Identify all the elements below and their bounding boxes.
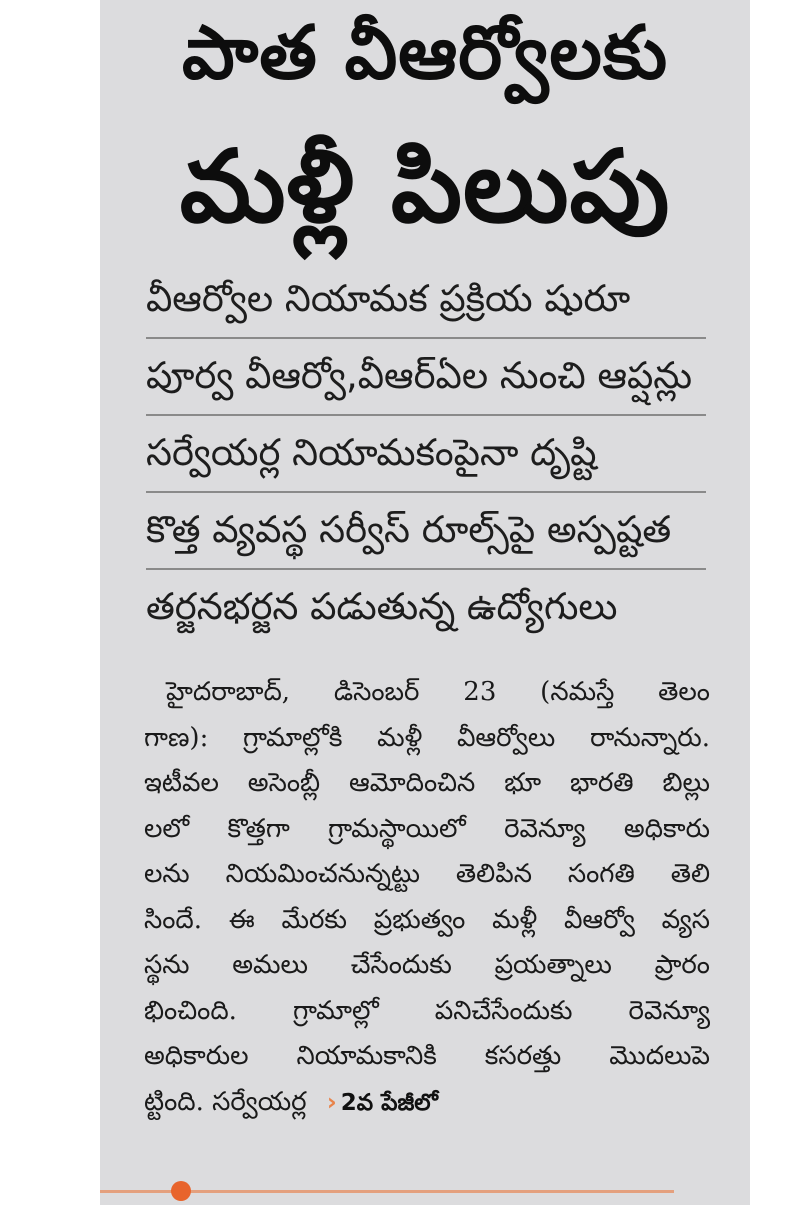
body-line: సిందే. ఈ మేరకు ప్రభుత్వం మళ్లీ వీఆర్వో వ్యస (144, 904, 710, 935)
body-line: ట్టింది. సర్వేయర్ల (144, 1086, 307, 1117)
news-clipping (100, 0, 750, 1205)
body-line: లను నియమించనున్నట్టు తెలిపిన సంగతి తెలి (144, 859, 710, 889)
body-line: అధికారుల నియామకానికి కసరత్తు మొదలుపె (144, 1041, 710, 1071)
continued-on-page-2[interactable] (326, 1087, 438, 1116)
subheading: కొత్త వ్యవస్థ సర్వీస్ రూల్స్‌పై అస్పష్టత (146, 493, 706, 570)
article-body (144, 670, 710, 1125)
subheading: పూర్వ వీఆర్వో,వీఆర్ఏల నుంచి ఆప్షన్లు (146, 339, 706, 416)
continuation-label: 2వ పేజీలో (340, 1089, 438, 1116)
subheading: వీఆర్వోల నియామక ప్రక్రియ షురూ (146, 262, 706, 339)
body-line: లలో కొత్తగా గ్రామస్థాయిలో రెవెన్యూ అధికారు (144, 813, 710, 844)
body-line-last (144, 1080, 710, 1126)
subheadings (146, 262, 706, 647)
body-line: హైదరాబాద్, డిసెంబర్ 23 (నమస్తే తెలం (166, 677, 710, 707)
headline-line-2: మళ్లీ పిలుపు (179, 128, 671, 245)
footer-dot-icon (171, 1181, 191, 1201)
body-line: ఇటీవల అసెంబ్లీ ఆమోదించిన భూ భారతి బిల్లు (144, 768, 710, 798)
body-line: గాణ): గ్రామాల్లోకి మళ్లీ వీఆర్వోలు రానున్నారు. (144, 722, 710, 753)
chevron-right-icon: › (326, 1087, 337, 1116)
body-line: స్థను అమలు చేసేందుకు ప్రయత్నాలు ప్రారం (144, 950, 710, 980)
subheading: సర్వేయర్ల నియామకంపైనా దృష్టి (146, 416, 706, 493)
subheading: తర్జనభర్జన పడుతున్న ఉద్యోగులు (146, 585, 618, 628)
body-line: భించింది. గ్రామాల్లో పనిచేసేందుకు రెవెన్యూ (144, 995, 710, 1026)
headline-line-1: పాత వీఆర్వోలకు (181, 10, 669, 96)
